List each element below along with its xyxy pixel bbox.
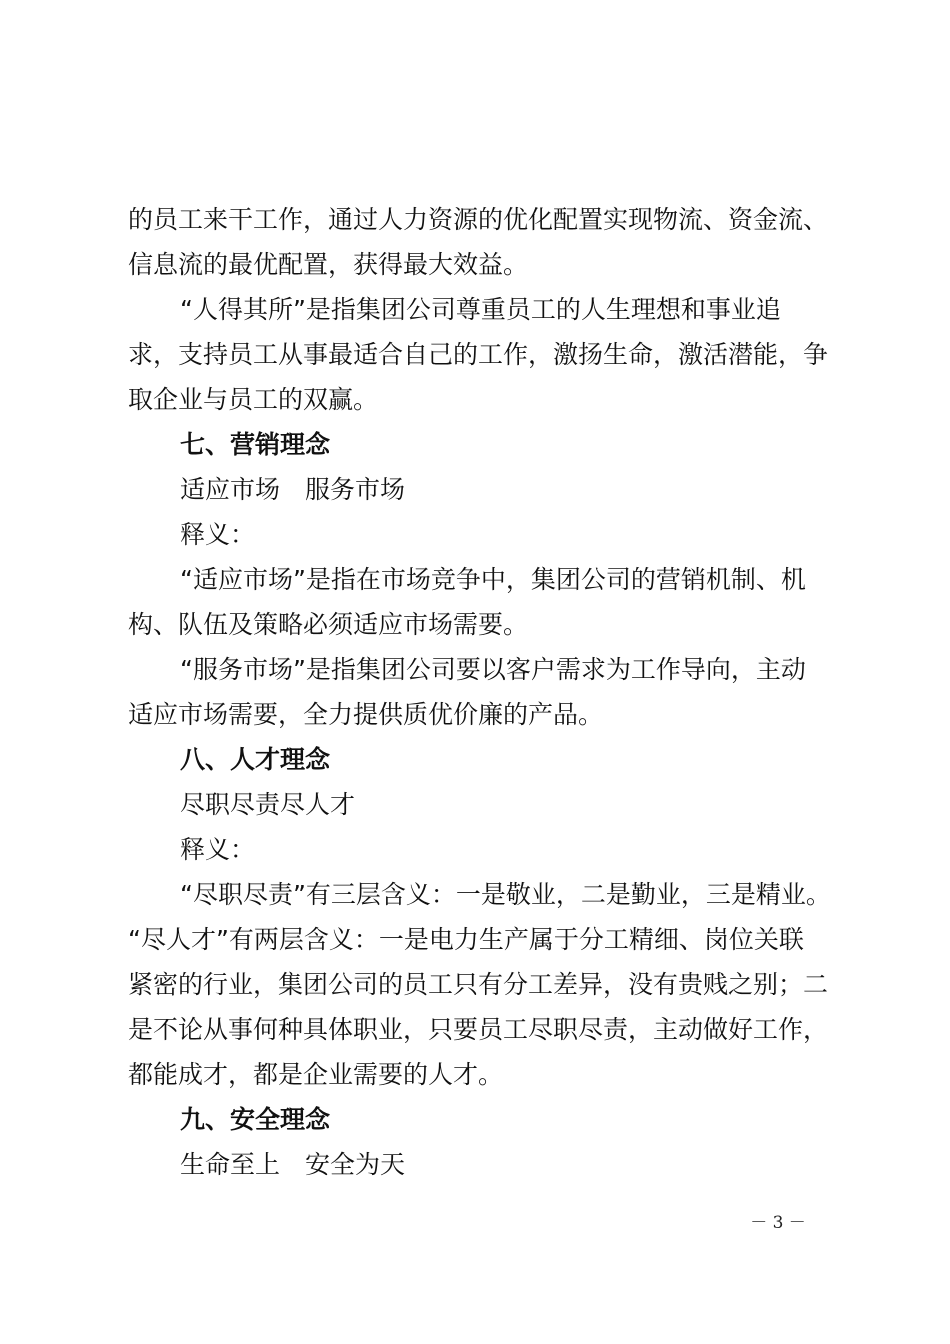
explanation-label: 释义： bbox=[180, 520, 256, 549]
paragraph-line: 适应市场需要，全力提供质优价廉的产品。 bbox=[128, 700, 604, 729]
paragraph-line: “适应市场”是指在市场竞争中，集团公司的营销机制、机 bbox=[180, 565, 806, 594]
paragraph-line: 的员工来干工作，通过人力资源的优化配置实现物流、资金流、 bbox=[128, 205, 829, 234]
paragraph-line: 求，支持员工从事最适合自己的工作，激扬生命，激活潜能，争 bbox=[128, 340, 829, 369]
section-heading-talent: 八、人才理念 bbox=[180, 745, 331, 774]
section-heading-marketing: 七、营销理念 bbox=[180, 430, 331, 459]
paragraph-line: 信息流的最优配置，获得最大效益。 bbox=[128, 250, 529, 279]
section-heading-safety: 九、安全理念 bbox=[180, 1105, 331, 1134]
paragraph-line: “尽人才”有两层含义：一是电力生产属于分工精细、岗位关联 bbox=[128, 925, 804, 954]
paragraph-line: 构、队伍及策略必须适应市场需要。 bbox=[128, 610, 529, 639]
paragraph-line: “尽职尽责”有三层含义：一是敬业，二是勤业，三是精业。 bbox=[180, 880, 831, 909]
slogan-talent: 尽职尽责尽人才 bbox=[180, 790, 356, 819]
paragraph-line: “服务市场”是指集团公司要以客户需求为工作导向，主动 bbox=[180, 655, 806, 684]
page-number: － 3 － bbox=[750, 1213, 806, 1233]
paragraph-line: 取企业与员工的双赢。 bbox=[128, 385, 379, 414]
paragraph-line: “人得其所”是指集团公司尊重员工的人生理想和事业追 bbox=[180, 295, 781, 324]
document-body bbox=[128, 197, 831, 1187]
explanation-label: 释义： bbox=[180, 835, 256, 864]
slogan-safety: 生命至上 安全为天 bbox=[180, 1150, 406, 1179]
paragraph-line: 都能成才，都是企业需要的人才。 bbox=[128, 1060, 504, 1089]
paragraph-line: 紧密的行业，集团公司的员工只有分工差异，没有贵贱之别；二 bbox=[128, 970, 829, 999]
slogan-marketing: 适应市场 服务市场 bbox=[180, 475, 406, 504]
paragraph-line: 是不论从事何种具体职业，只要员工尽职尽责，主动做好工作， bbox=[128, 1015, 829, 1044]
